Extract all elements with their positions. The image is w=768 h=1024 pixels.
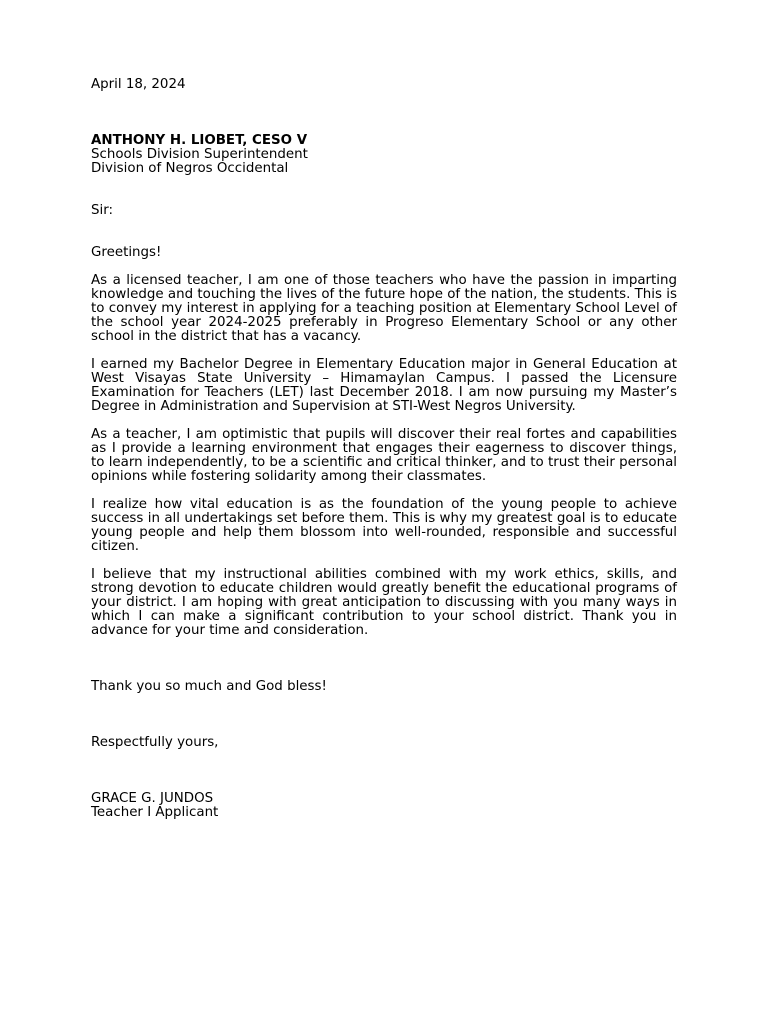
- thanks-line: Thank you so much and God bless!: [91, 679, 327, 694]
- recipient-title: Schools Division Superintendent: [91, 147, 308, 162]
- greeting: Greetings!: [91, 245, 162, 260]
- signatory-title: Teacher I Applicant: [91, 805, 219, 820]
- signatory-name: GRACE G. JUNDOS: [91, 791, 214, 806]
- signature-block: [91, 792, 677, 820]
- recipient-office: Division of Negros Occidental: [91, 161, 289, 176]
- salutation: Sir:: [91, 203, 114, 218]
- body-paragraph-5: I believe that my instructional abilities combined with my work ethics, skills, and strong devotion to educate children would greatly benefit the educational programs of your district. I am hoping with great anticipation to discussing with you many ways in which I can make a significant contribution to your school district. Thank you in advance for your time and consideration.: [91, 567, 677, 638]
- body-paragraph-2: I earned my Bachelor Degree in Elementary Education major in General Education at West Visayas State University – Himamaylan Campus. I passed the Licensure Examination for Teachers (LET) last December 2018. I am now pursuing my Master’s Degree in Administration and Supervision at STI-West Negros University.: [91, 357, 677, 414]
- complimentary-closing: Respectfully yours,: [91, 735, 219, 750]
- body-paragraph-3: As a teacher, I am optimistic that pupils will discover their real fortes and capabilities as I provide a learning environment that engages their eagerness to discover things, to learn independently, to be a scientific and critical thinker, and to trust their personal opinions while fostering solidarity among their classmates.: [91, 427, 677, 484]
- recipient-name: ANTHONY H. LIOBET, CESO V: [91, 133, 308, 148]
- letter-date: April 18, 2024: [91, 77, 186, 92]
- body-paragraph-1: As a licensed teacher, I am one of those teachers who have the passion in imparting knowledge and touching the lives of the future hope of the nation, the students. This is to convey my interest in applying for a teaching position at Elementary School Level of the school year 2024-2025 preferably in Progreso Elementary School or any other school in the district that has a vacancy.: [91, 273, 677, 344]
- body-paragraph-4: I realize how vital education is as the foundation of the young people to achieve success in all undertakings set before them. This is why my greatest goal is to educate young people and help them blossom into well-rounded, responsible and successful citizen.: [91, 497, 677, 554]
- recipient-block: [91, 134, 677, 176]
